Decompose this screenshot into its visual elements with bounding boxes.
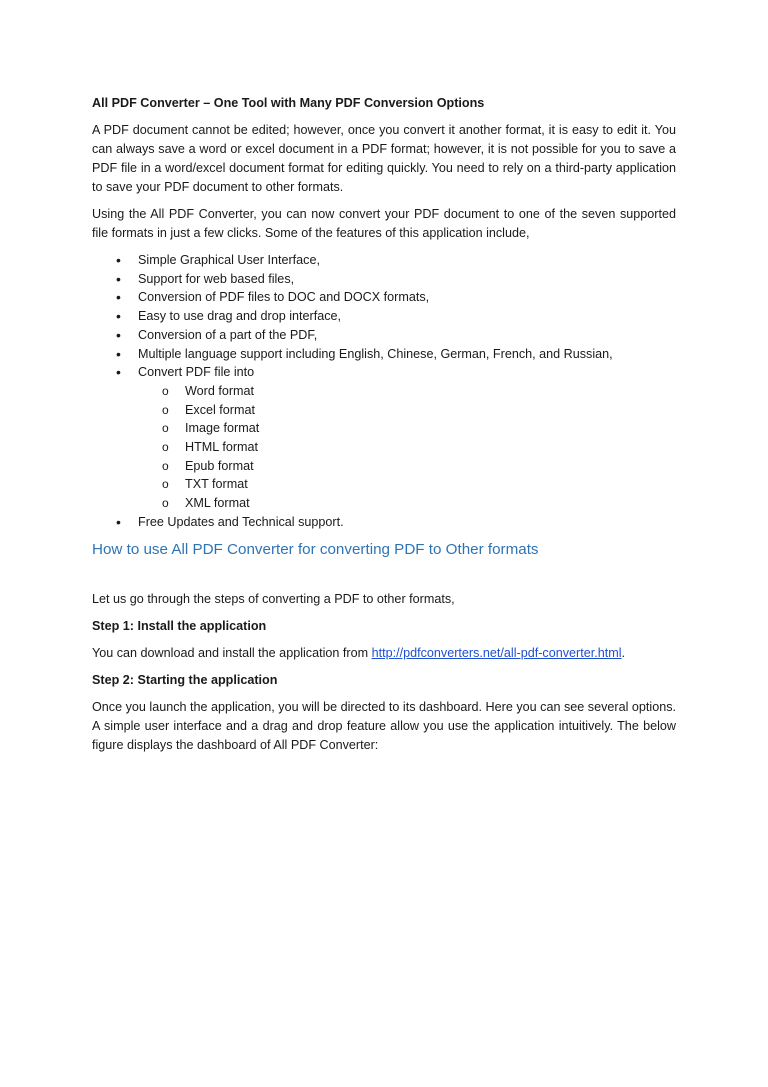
features-list <box>92 251 676 532</box>
format-item: o Image format <box>185 419 676 438</box>
step2-title: Step 2: Starting the application <box>92 672 278 687</box>
format-item: o Word format <box>185 382 676 401</box>
features-intro: Using the All PDF Converter, you can now convert your PDF document to one of the seven supported file formats in just a few clicks. Some of the features of this application include, <box>92 207 676 240</box>
list-item: • Support for web based files, <box>138 270 676 289</box>
document-page <box>92 94 676 763</box>
format-item: o TXT format <box>185 475 676 494</box>
list-item: • Multiple language support including English, Chinese, German, French, and Russian, <box>138 345 676 364</box>
step1-text-end: . <box>621 645 625 660</box>
step2-paragraph: Once you launch the application, you will be directed to its dashboard. Here you can see several options. A simple user interface and a drag and drop feature allow you use the application intuitively. The below figure displays the dashboard of All PDF Converter: <box>92 699 676 752</box>
format-item: o XML format <box>185 494 676 513</box>
formats-list <box>138 382 676 513</box>
document-title: All PDF Converter – One Tool with Many PDF Conversion Options <box>92 96 485 110</box>
list-item: • Free Updates and Technical support. <box>138 513 676 532</box>
step1-paragraph <box>92 644 676 663</box>
list-item: • Conversion of PDF files to DOC and DOCX formats, <box>138 288 676 307</box>
format-item: o Excel format <box>185 401 676 420</box>
list-item: • Conversion of a part of the PDF, <box>138 326 676 345</box>
section-heading: How to use All PDF Converter for converting PDF to Other formats <box>92 540 539 558</box>
list-item: • Simple Graphical User Interface, <box>138 251 676 270</box>
list-item-convert <box>138 363 676 513</box>
step1-title: Step 1: Install the application <box>92 618 267 633</box>
list-item: • Easy to use drag and drop interface, <box>138 307 676 326</box>
format-item: o HTML format <box>185 438 676 457</box>
step1-text: You can download and install the application from <box>92 645 372 660</box>
intro-paragraph: A PDF document cannot be edited; however, once you convert it another format, it is easy to edit it. You can always save a word or excel document in a PDF format; however, it is not possible for you to save a PDF file in a word/excel document format for editing quickly. You need to rely on a third-party application to save your PDF document to other formats. <box>92 123 676 194</box>
format-item: o Epub format <box>185 457 676 476</box>
steps-intro: Let us go through the steps of converting a PDF to other formats, <box>92 591 455 606</box>
download-link[interactable]: http://pdfconverters.net/all-pdf-converter.html <box>371 645 622 660</box>
list-item-label: Convert PDF file into <box>138 365 255 380</box>
